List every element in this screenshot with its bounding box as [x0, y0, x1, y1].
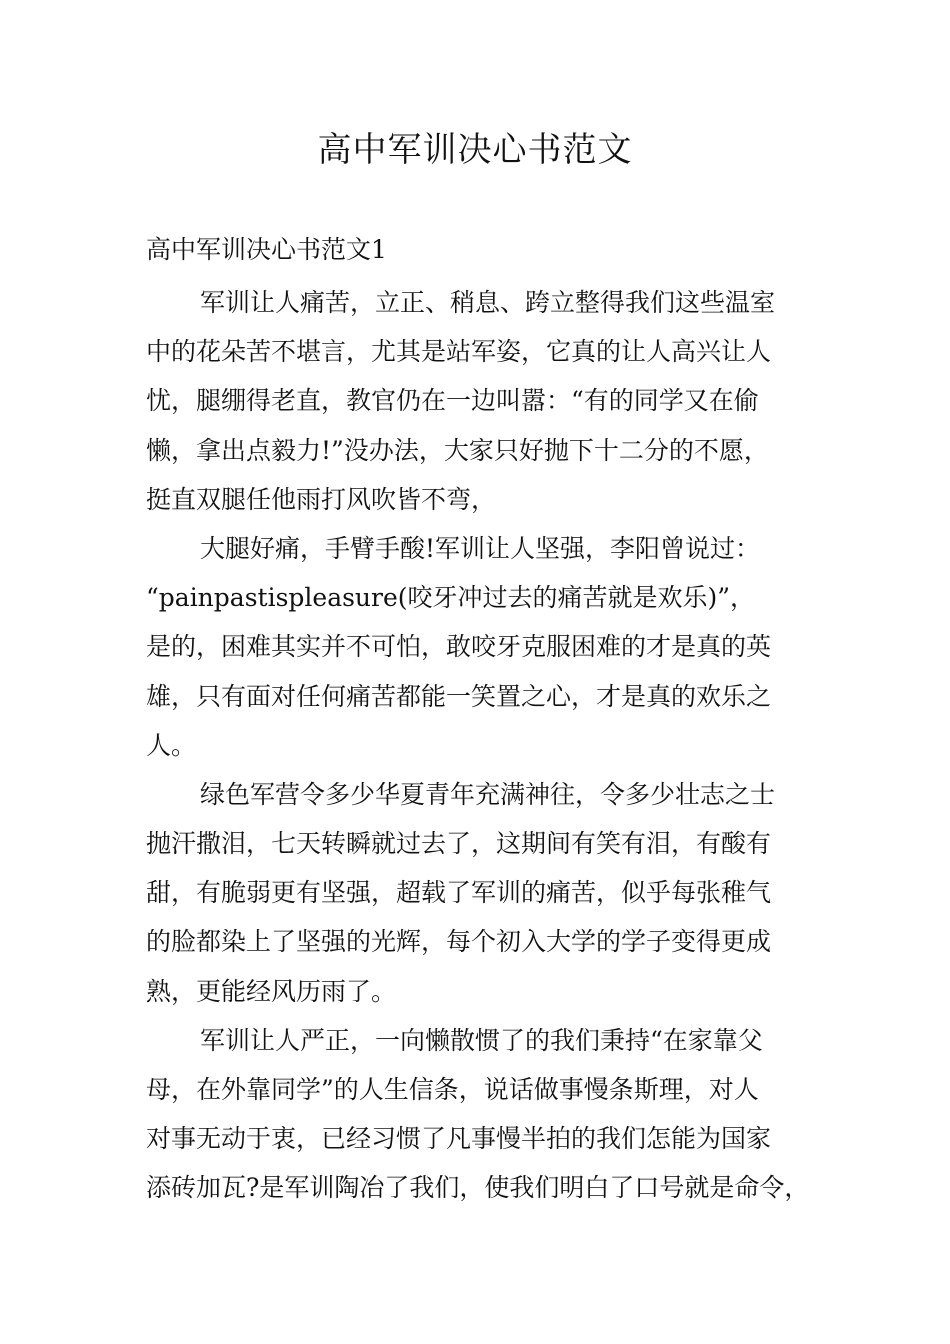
- text-line: 的脸都染上了坚强的光辉，每个初入大学的学子变得更成: [146, 927, 772, 957]
- text-line: 甜，有脆弱更有坚强，超载了军训的痛苦，似乎每张稚气: [146, 878, 772, 908]
- text-line: 懒，拿出点毅力!”没办法，大家只好抛下十二分的不愿，: [146, 435, 769, 465]
- text-line: 挺直双腿任他雨打风吹皆不弯，: [146, 484, 497, 514]
- text-line: 军训让人严正，一向懒散惯了的我们秉持“在家靠父: [200, 1025, 763, 1055]
- document-body: [146, 278, 826, 1213]
- text-line: 母，在外靠同学”的人生信条，说话做事慢条斯理，对人: [146, 1075, 759, 1104]
- text-line: 忧，腿绷得老直，教官仍在一边叫嚣：“有的同学又在偷: [146, 386, 759, 416]
- section-heading: 高中军训决心书范文1: [146, 235, 387, 264]
- paragraph-1: [146, 278, 826, 524]
- paragraph-3: [146, 770, 826, 1016]
- document-title: 高中军训决心书范文: [317, 130, 633, 170]
- text-line: 人。: [146, 730, 197, 760]
- text-line: “painpastispleasure(咬牙冲过去的痛苦就是欢乐)”，: [146, 583, 756, 613]
- text-line: 军训让人痛苦，立正、稍息、跨立整得我们这些温室: [200, 288, 776, 317]
- text-line: 添砖加瓦?是军训陶冶了我们，使我们明白了口号就是命令，: [146, 1173, 810, 1203]
- text-line: 中的花朵苦不堪言，尤其是站军姿，它真的让人高兴让人: [146, 337, 772, 367]
- paragraph-2: [146, 524, 826, 770]
- paragraph-4: [146, 1016, 826, 1213]
- text-line: 大腿好痛，手臂手酸!军训让人坚强，李阳曾说过：: [200, 533, 761, 563]
- text-line: 对事无动于衷，已经习惯了凡事慢半拍的我们怎能为国家: [146, 1124, 772, 1154]
- text-line: 雄，只有面对任何痛苦都能一笑置之心，才是真的欢乐之: [146, 681, 772, 711]
- text-line: 抛汗撒泪，七天转瞬就过去了，这期间有笑有泪，有酸有: [146, 829, 772, 859]
- text-line: 绿色军营令多少华夏青年充满神往，令多少壮志之士: [200, 779, 776, 809]
- text-line: 熟，更能经风历雨了。: [146, 976, 397, 1006]
- text-line: 是的，困难其实并不可怕，敢咬牙克服困难的才是真的英: [146, 632, 772, 662]
